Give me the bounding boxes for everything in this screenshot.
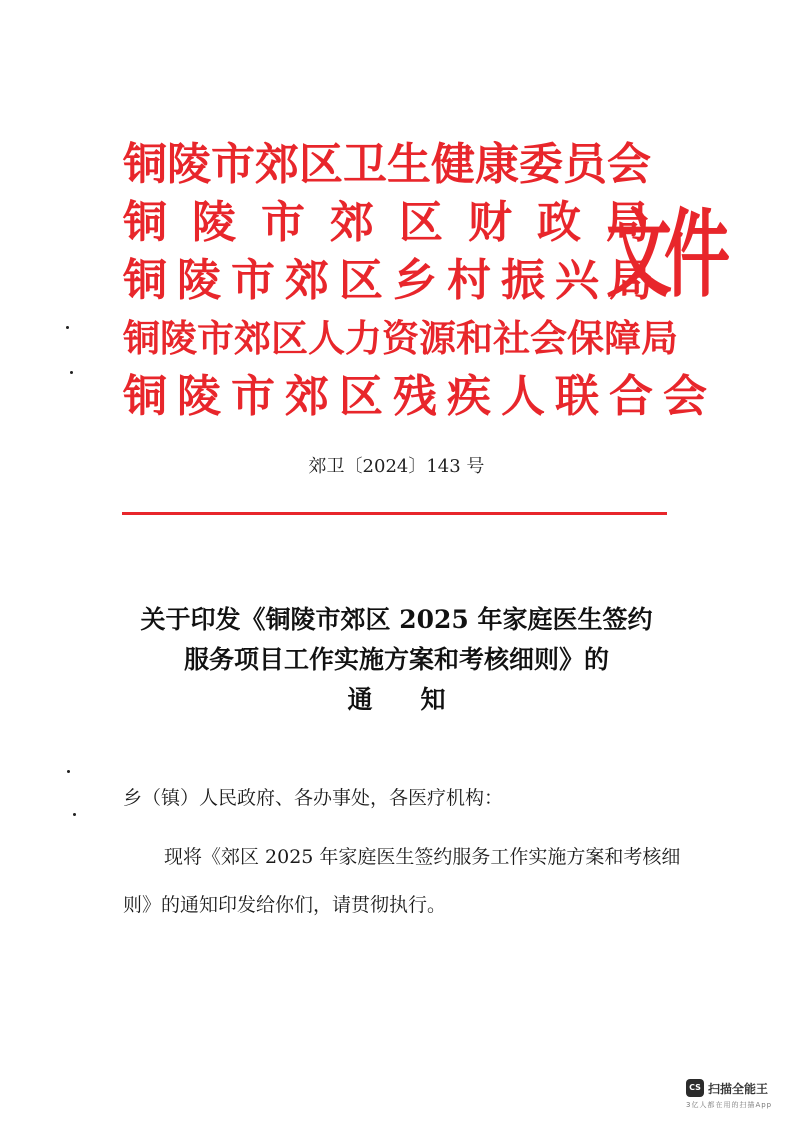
scan-speck: [67, 770, 70, 773]
scan-speck: [70, 371, 73, 374]
red-divider-line: [122, 512, 667, 515]
issuer-disabled-persons-federation: 铜陵市郊区残疾人联合会: [123, 371, 717, 422]
scanner-watermark: [686, 1079, 786, 1110]
scan-speck: [73, 813, 76, 816]
issuer-finance-bureau: 铜陵市郊区财政局: [123, 197, 675, 248]
watermark-tagline: 3亿人都在用的扫描App: [686, 1101, 773, 1109]
document-number: 郊卫〔2024〕143 号: [308, 456, 485, 477]
body-paragraph: 现将《郊区 2025 年家庭医生签约服务工作实施方案和考核细则》的通知印发给你们，请贯彻执行。: [123, 846, 681, 916]
title-line-2: 服务项目工作实施方案和考核细则》的: [183, 645, 609, 674]
title-line-3: 通知: [347, 685, 494, 714]
document-title: [0, 600, 793, 720]
watermark-name: 扫描全能王: [708, 1081, 769, 1096]
title-line-1: 关于印发《铜陵市郊区 2025 年家庭医生签约: [140, 605, 653, 634]
camscanner-logo-icon: CS: [686, 1079, 704, 1097]
issuer-hr-social-security-bureau: 铜陵市郊区人力资源和社会保障局: [123, 317, 678, 360]
watermark-row: [686, 1079, 786, 1097]
scan-speck: [66, 326, 69, 329]
document-suffix: 文件: [606, 199, 722, 311]
issuer-rural-revitalization-bureau: 铜陵市郊区乡村振兴局: [123, 255, 663, 306]
addressee: 乡（镇）人民政府、各办事处，各医疗机构：: [123, 787, 504, 809]
issuer-health-commission: 铜陵市郊区卫生健康委员会: [123, 139, 651, 190]
